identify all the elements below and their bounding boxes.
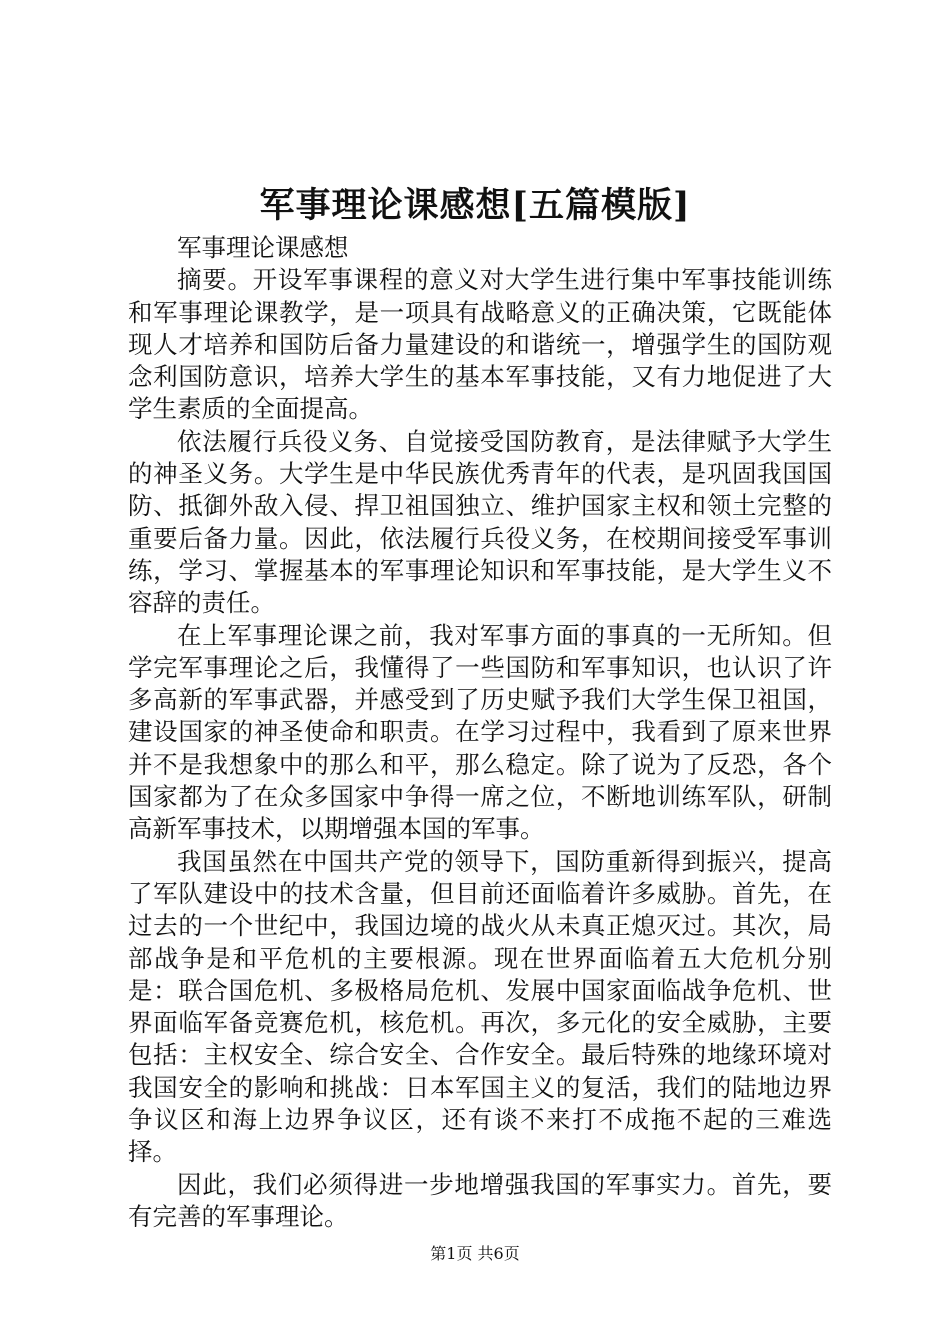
paragraph-learning: 在上军事理论课之前，我对军事方面的事真的一无所知。但学完军事理论之后，我懂得了一些国防和军事知识，也认识了许多高新的军事武器，并感受到了历史赋予我们大学生保卫祖国，建设国家的神圣使命和职责。在学习过程中，我看到了原来世界并不是我想象中的那么和平，那么稳定。除了说为了反恐，各个国家都为了在众多国家中争得一席之位，不断地训练军队，研制高新军事技术，以期增强本国的军事。 (128, 620, 832, 844)
document-title: 军事理论课感想[五篇模版] (259, 185, 691, 226)
document-body (128, 232, 832, 1233)
paragraph-duty: 依法履行兵役义务、自觉接受国防教育，是法律赋予大学生的神圣义务。大学生是中华民族优秀青年的代表，是巩固我国国防、抵御外敌入侵、捍卫祖国独立、维护国家主权和领土完整的重要后备力量。因此，依法履行兵役义务，在校期间接受军事训练，学习、掌握基本的军事理论知识和军事技能，是大学生义不容辞的责任。 (128, 426, 832, 618)
paragraph-threats: 我国虽然在中国共产党的领导下，国防重新得到振兴，提高了军队建设中的技术含量，但目前还面临着许多威胁。首先，在过去的一个世纪中，我国边境的战火从未真正熄灭过。其次，局部战争是和平危机的主要根源。现在世界面临着五大危机分别是：联合国危机、多极格局危机、发展中国家面临战争危机、世界面临军备竞赛危机，核危机。再次，多元化的安全威胁，主要包括：主权安全、综合安全、合作安全。最后特殊的地缘环境对我国安全的影响和挑战：日本军国主义的复活，我们的陆地边界争议区和海上边界争议区，还有谈不来打不成拖不起的三难选择。 (128, 846, 832, 1167)
section-heading: 军事理论课感想 (177, 233, 349, 262)
page-number-footer: 第1页 共6页 (430, 1244, 520, 1263)
paragraph-conclusion: 因此，我们必须得进一步地增强我国的军事实力。首先，要有完善的军事理论。 (128, 1169, 832, 1231)
paragraph-abstract: 摘要。开设军事课程的意义对大学生进行集中军事技能训练和军事理论课教学，是一项具有战略意义的正确决策，它既能体现人才培养和国防后备力量建设的和谐统一，增强学生的国防观念利国防意识，培养大学生的基本军事技能，又有力地促进了大学生素质的全面提高。 (128, 265, 832, 424)
